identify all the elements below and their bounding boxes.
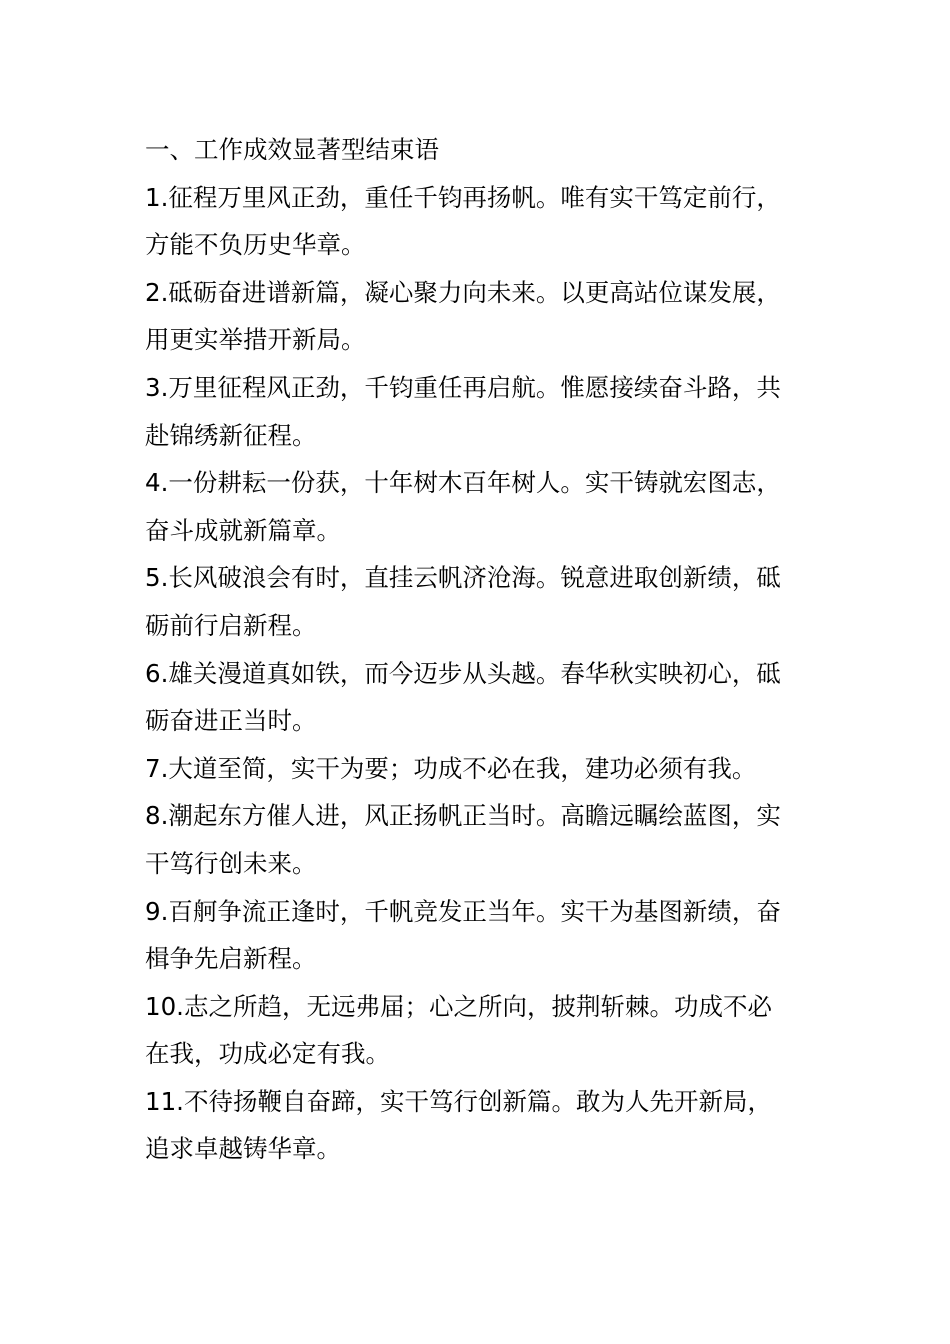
item-3-line-2: 赴锦绣新征程。: [145, 420, 317, 450]
item-1-line-1: 1.征程万里风正劲，重任千钧再扬帆。唯有实干笃定前行，: [145, 182, 781, 212]
item-5-line-1: 5.长风破浪会有时，直挂云帆济沧海。锐意进取创新绩，砥: [145, 563, 781, 593]
item-8-line-1: 8.潮起东方催人进，风正扬帆正当时。高瞻远瞩绘蓝图，实: [145, 801, 781, 831]
item-11-line-1: 11.不待扬鞭自奋蹄，实干笃行创新篇。敢为人先开新局，: [145, 1086, 772, 1116]
item-9-line-2: 楫争先启新程。: [145, 944, 317, 974]
section-heading: 一、工作成效显著型结束语: [145, 135, 439, 164]
item-11-line-2: 追求卓越铸华章。: [145, 1134, 341, 1164]
item-2-line-2: 用更实举措开新局。: [145, 325, 366, 355]
item-6-line-1: 6.雄关漫道真如铁，而今迈步从头越。春华秋实映初心，砥: [145, 658, 781, 688]
item-3-line-1: 3.万里征程风正劲，千钧重任再启航。惟愿接续奋斗路，共: [145, 372, 781, 402]
item-10-line-1: 10.志之所趋，无远弗届；心之所向，披荆斩棘。功成不必: [145, 991, 772, 1021]
item-8-line-2: 干笃行创未来。: [145, 848, 317, 878]
item-6-line-2: 砺奋进正当时。: [145, 706, 317, 736]
item-7-line-1: 7.大道至简，实干为要；功成不必在我，建功必须有我。: [145, 753, 757, 783]
item-1-line-2: 方能不负历史华章。: [145, 230, 366, 260]
item-4-line-2: 奋斗成就新篇章。: [145, 515, 341, 545]
item-2-line-1: 2.砥砺奋进谱新篇，凝心聚力向未来。以更高站位谋发展，: [145, 277, 781, 307]
item-4-line-1: 4.一份耕耘一份获，十年树木百年树人。实干铸就宏图志，: [145, 468, 781, 498]
item-9-line-1: 9.百舸争流正逢时，千帆竞发正当年。实干为基图新绩，奋: [145, 896, 781, 926]
item-10-line-2: 在我，功成必定有我。: [145, 1039, 390, 1069]
item-5-line-2: 砺前行启新程。: [145, 610, 317, 640]
document-page: [145, 126, 810, 1173]
